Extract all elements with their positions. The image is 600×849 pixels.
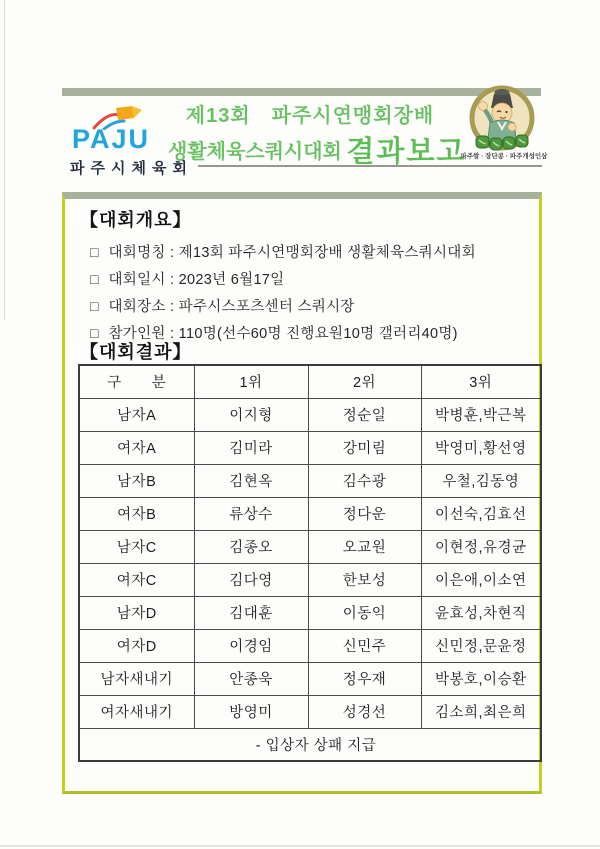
table-row <box>79 530 541 563</box>
paju-mascot-icon <box>468 85 536 157</box>
table-row <box>79 464 541 497</box>
org-logo-text: PAJU <box>72 124 151 154</box>
table-row <box>79 497 541 530</box>
result-cell: 정우재 <box>308 662 421 695</box>
org-name: 파주시체육회 <box>70 160 193 177</box>
overview-item-text: 대회일시 : 2023년 6월17일 <box>108 272 285 288</box>
result-cell: 김미라 <box>194 431 308 464</box>
overview-list <box>90 238 476 346</box>
category-cell: 여자D <box>79 629 194 662</box>
result-cell: 박병훈,박근복 <box>421 398 541 431</box>
checkbox-icon: □ <box>90 324 99 341</box>
result-cell: 이경임 <box>194 629 308 662</box>
result-cell: 박봉호,이승환 <box>421 662 541 695</box>
scan-artifact-line <box>0 845 600 847</box>
table-row <box>79 629 541 662</box>
result-cell: 박영미,황선영 <box>421 431 541 464</box>
category-cell: 남자C <box>79 530 194 563</box>
result-cell: 이선숙,김효선 <box>421 497 541 530</box>
award-note: - 입상자 상패 지급 <box>79 728 541 761</box>
result-cell: 김대훈 <box>194 596 308 629</box>
report-title-line2-prefix: 생활체육스쿼시대회 <box>168 141 342 163</box>
col-header-1st: 1위 <box>194 365 308 398</box>
table-note-row <box>79 728 541 761</box>
overview-item-text: 대회장소 : 파주시스포츠센터 스쿼시장 <box>108 299 355 315</box>
category-cell: 여자A <box>79 431 194 464</box>
result-cell: 류상수 <box>194 497 308 530</box>
category-cell: 남자B <box>79 464 194 497</box>
col-header-category: 구 분 <box>79 365 194 398</box>
category-cell: 여자C <box>79 563 194 596</box>
result-cell: 김소희,최은희 <box>421 695 541 728</box>
result-cell: 김수광 <box>308 464 421 497</box>
report-title-line1: 제13회 파주시연맹회장배 <box>185 105 435 127</box>
table-row <box>79 695 541 728</box>
result-cell: 방영미 <box>194 695 308 728</box>
result-cell: 신민주 <box>308 629 421 662</box>
table-row <box>79 398 541 431</box>
mascot-caption: 파주쌀 · 장단콩 · 파주개성인삼 <box>460 153 548 160</box>
result-cell: 우철,김동영 <box>421 464 541 497</box>
checkbox-icon: □ <box>90 270 99 287</box>
report-title-line2 <box>168 129 467 170</box>
table-row <box>79 596 541 629</box>
results-heading: 【대회결과】 <box>80 342 192 362</box>
result-cell: 김종오 <box>194 530 308 563</box>
result-cell: 정다운 <box>308 497 421 530</box>
result-cell: 안종욱 <box>194 662 308 695</box>
report-title <box>168 99 467 170</box>
overview-item-text: 참가인원 : 110명(선수60명 진행요원10명 갤러리40명) <box>108 326 458 342</box>
overview-item <box>90 238 476 265</box>
result-cell: 성경선 <box>308 695 421 728</box>
overview-item-text: 대회명칭 : 제13회 파주시연맹회장배 생활체육스쿼시대회 <box>108 245 476 261</box>
checkbox-icon: □ <box>90 243 99 260</box>
table-header-row <box>79 365 541 398</box>
result-cell: 이동익 <box>308 596 421 629</box>
result-cell: 김현옥 <box>194 464 308 497</box>
overview-item <box>90 265 476 292</box>
table-row <box>79 563 541 596</box>
result-cell: 이지형 <box>194 398 308 431</box>
report-title-emphasis: 결과보고 <box>346 136 467 168</box>
checkbox-icon: □ <box>90 297 99 314</box>
result-cell: 김다영 <box>194 563 308 596</box>
overview-item <box>90 292 476 319</box>
result-cell: 이현정,유경균 <box>421 530 541 563</box>
result-cell: 오교원 <box>308 530 421 563</box>
category-cell: 남자새내기 <box>79 662 194 695</box>
result-cell: 이은애,이소연 <box>421 563 541 596</box>
category-cell: 남자D <box>79 596 194 629</box>
category-cell: 여자B <box>79 497 194 530</box>
results-table <box>78 364 542 762</box>
category-cell: 남자A <box>79 398 194 431</box>
result-cell: 윤효성,차현직 <box>421 596 541 629</box>
result-cell: 강미림 <box>308 431 421 464</box>
col-header-2nd: 2위 <box>308 365 421 398</box>
table-row <box>79 662 541 695</box>
scan-artifact-line <box>4 0 5 320</box>
table-row <box>79 431 541 464</box>
result-cell: 정순일 <box>308 398 421 431</box>
category-cell: 여자새내기 <box>79 695 194 728</box>
overview-heading: 【대회개요】 <box>80 210 192 230</box>
result-cell: 한보성 <box>308 563 421 596</box>
result-cell: 신민정,문윤정 <box>421 629 541 662</box>
col-header-3rd: 3위 <box>421 365 541 398</box>
